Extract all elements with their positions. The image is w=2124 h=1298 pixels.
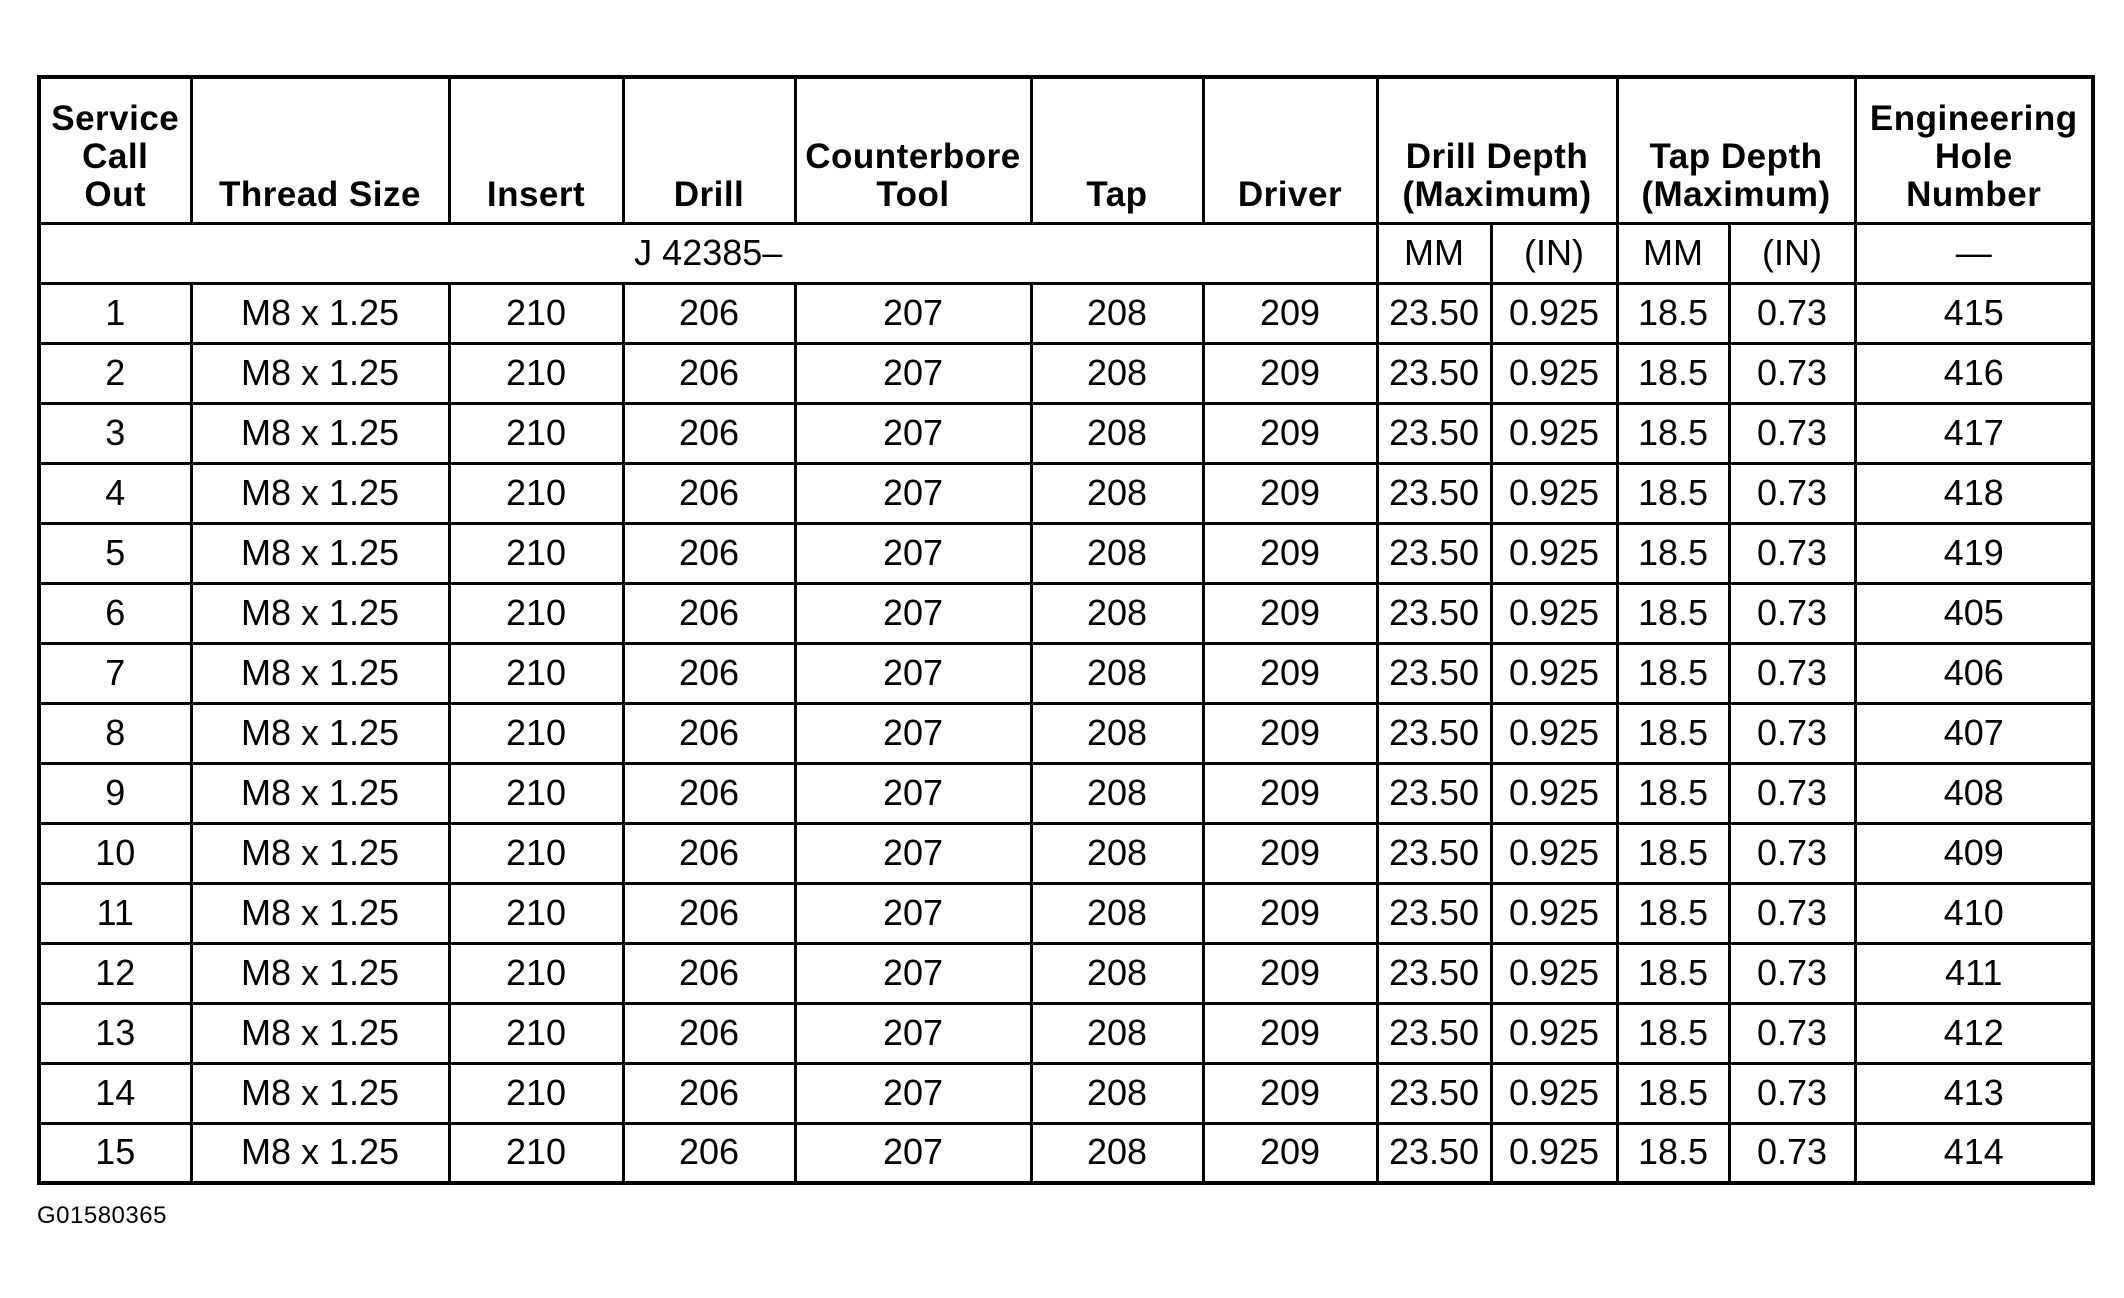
cell-engineering-hole-number: 418 xyxy=(1855,463,2093,523)
cell-insert: 210 xyxy=(449,1123,623,1183)
cell-drill-depth-mm: 23.50 xyxy=(1377,343,1491,403)
cell-insert: 210 xyxy=(449,643,623,703)
table-row xyxy=(39,823,2093,883)
cell-tap-depth-mm: 18.5 xyxy=(1617,763,1729,823)
cell-service-call-out: 13 xyxy=(39,1003,191,1063)
cell-tap: 208 xyxy=(1031,883,1203,943)
cell-drill-depth-in: 0.925 xyxy=(1491,283,1617,343)
cell-tap-depth-in: 0.73 xyxy=(1729,1063,1855,1123)
cell-service-call-out: 14 xyxy=(39,1063,191,1123)
cell-drill-depth-in: 0.925 xyxy=(1491,823,1617,883)
cell-driver: 209 xyxy=(1203,1123,1377,1183)
cell-drill-depth-mm: 23.50 xyxy=(1377,763,1491,823)
cell-driver: 209 xyxy=(1203,823,1377,883)
cell-tap: 208 xyxy=(1031,703,1203,763)
cell-service-call-out: 12 xyxy=(39,943,191,1003)
cell-counterbore-tool: 207 xyxy=(795,283,1031,343)
cell-drill-depth-in: 0.925 xyxy=(1491,883,1617,943)
cell-insert: 210 xyxy=(449,523,623,583)
cell-insert: 210 xyxy=(449,703,623,763)
cell-service-call-out: 15 xyxy=(39,1123,191,1183)
table-row xyxy=(39,403,2093,463)
cell-service-call-out: 6 xyxy=(39,583,191,643)
cell-service-call-out: 1 xyxy=(39,283,191,343)
cell-drill-depth-in: 0.925 xyxy=(1491,463,1617,523)
header-tap: Tap xyxy=(1031,77,1203,223)
cell-drill-depth-in: 0.925 xyxy=(1491,943,1617,1003)
cell-drill-depth-in: 0.925 xyxy=(1491,583,1617,643)
cell-tap: 208 xyxy=(1031,1123,1203,1183)
cell-tap-depth-in: 0.73 xyxy=(1729,1123,1855,1183)
cell-counterbore-tool: 207 xyxy=(795,763,1031,823)
cell-drill: 206 xyxy=(623,523,795,583)
cell-drill: 206 xyxy=(623,283,795,343)
cell-engineering-hole-number: 416 xyxy=(1855,343,2093,403)
cell-driver: 209 xyxy=(1203,1063,1377,1123)
cell-tap-depth-mm: 18.5 xyxy=(1617,403,1729,463)
table-row xyxy=(39,523,2093,583)
header-driver: Driver xyxy=(1203,77,1377,223)
cell-driver: 209 xyxy=(1203,583,1377,643)
cell-tap-depth-in: 0.73 xyxy=(1729,463,1855,523)
header-counterbore-tool: Counterbore Tool xyxy=(795,77,1031,223)
cell-service-call-out: 5 xyxy=(39,523,191,583)
cell-drill-depth-mm: 23.50 xyxy=(1377,643,1491,703)
cell-driver: 209 xyxy=(1203,643,1377,703)
cell-thread-size: M8 x 1.25 xyxy=(191,1063,449,1123)
cell-insert: 210 xyxy=(449,343,623,403)
header-service-call-out: Service Call Out xyxy=(39,77,191,223)
table-row xyxy=(39,703,2093,763)
cell-tap-depth-mm: 18.5 xyxy=(1617,1003,1729,1063)
cell-drill: 206 xyxy=(623,463,795,523)
cell-counterbore-tool: 207 xyxy=(795,1123,1031,1183)
cell-drill-depth-in: 0.925 xyxy=(1491,643,1617,703)
cell-thread-size: M8 x 1.25 xyxy=(191,823,449,883)
cell-service-call-out: 2 xyxy=(39,343,191,403)
cell-engineering-hole-number: 411 xyxy=(1855,943,2093,1003)
cell-tap-depth-mm: 18.5 xyxy=(1617,463,1729,523)
table-row xyxy=(39,343,2093,403)
header-insert: Insert xyxy=(449,77,623,223)
cell-tap-depth-in: 0.73 xyxy=(1729,883,1855,943)
cell-tap-depth-mm: 18.5 xyxy=(1617,943,1729,1003)
cell-service-call-out: 9 xyxy=(39,763,191,823)
cell-driver: 209 xyxy=(1203,403,1377,463)
cell-drill: 206 xyxy=(623,643,795,703)
cell-counterbore-tool: 207 xyxy=(795,583,1031,643)
hole-number-dash: — xyxy=(1855,223,2093,283)
cell-engineering-hole-number: 412 xyxy=(1855,1003,2093,1063)
cell-counterbore-tool: 207 xyxy=(795,703,1031,763)
cell-drill-depth-mm: 23.50 xyxy=(1377,463,1491,523)
cell-tap-depth-in: 0.73 xyxy=(1729,943,1855,1003)
table-body xyxy=(39,283,2093,1183)
cell-tap: 208 xyxy=(1031,1063,1203,1123)
cell-tap: 208 xyxy=(1031,643,1203,703)
cell-engineering-hole-number: 409 xyxy=(1855,823,2093,883)
cell-driver: 209 xyxy=(1203,343,1377,403)
cell-insert: 210 xyxy=(449,883,623,943)
cell-thread-size: M8 x 1.25 xyxy=(191,403,449,463)
cell-service-call-out: 7 xyxy=(39,643,191,703)
cell-drill-depth-mm: 23.50 xyxy=(1377,1123,1491,1183)
cell-tap-depth-mm: 18.5 xyxy=(1617,703,1729,763)
cell-drill: 206 xyxy=(623,583,795,643)
cell-tap: 208 xyxy=(1031,343,1203,403)
cell-drill: 206 xyxy=(623,943,795,1003)
cell-counterbore-tool: 207 xyxy=(795,823,1031,883)
cell-counterbore-tool: 207 xyxy=(795,1003,1031,1063)
cell-insert: 210 xyxy=(449,763,623,823)
cell-tap: 208 xyxy=(1031,1003,1203,1063)
cell-tap: 208 xyxy=(1031,463,1203,523)
thread-repair-spec-table xyxy=(37,75,2095,1185)
cell-drill-depth-mm: 23.50 xyxy=(1377,703,1491,763)
figure-id: G01580365 xyxy=(37,1202,167,1229)
cell-drill-depth-in: 0.925 xyxy=(1491,343,1617,403)
cell-engineering-hole-number: 415 xyxy=(1855,283,2093,343)
cell-tap-depth-mm: 18.5 xyxy=(1617,1123,1729,1183)
cell-tap: 208 xyxy=(1031,943,1203,1003)
cell-drill-depth-mm: 23.50 xyxy=(1377,283,1491,343)
cell-tap-depth-mm: 18.5 xyxy=(1617,823,1729,883)
cell-thread-size: M8 x 1.25 xyxy=(191,1123,449,1183)
cell-counterbore-tool: 207 xyxy=(795,643,1031,703)
cell-insert: 210 xyxy=(449,1063,623,1123)
cell-drill: 206 xyxy=(623,883,795,943)
cell-drill: 206 xyxy=(623,703,795,763)
cell-driver: 209 xyxy=(1203,763,1377,823)
cell-engineering-hole-number: 408 xyxy=(1855,763,2093,823)
unit-subheader-row xyxy=(39,223,2093,283)
cell-engineering-hole-number: 405 xyxy=(1855,583,2093,643)
table-row xyxy=(39,1003,2093,1063)
cell-thread-size: M8 x 1.25 xyxy=(191,883,449,943)
cell-insert: 210 xyxy=(449,583,623,643)
table-row xyxy=(39,583,2093,643)
cell-tap-depth-mm: 18.5 xyxy=(1617,523,1729,583)
cell-counterbore-tool: 207 xyxy=(795,403,1031,463)
cell-tap-depth-in: 0.73 xyxy=(1729,523,1855,583)
cell-drill-depth-mm: 23.50 xyxy=(1377,823,1491,883)
cell-tap-depth-mm: 18.5 xyxy=(1617,343,1729,403)
cell-tap: 208 xyxy=(1031,523,1203,583)
cell-counterbore-tool: 207 xyxy=(795,463,1031,523)
cell-thread-size: M8 x 1.25 xyxy=(191,583,449,643)
cell-tap-depth-mm: 18.5 xyxy=(1617,883,1729,943)
table-row xyxy=(39,943,2093,1003)
cell-insert: 210 xyxy=(449,463,623,523)
cell-thread-size: M8 x 1.25 xyxy=(191,703,449,763)
cell-driver: 209 xyxy=(1203,463,1377,523)
cell-tap: 208 xyxy=(1031,283,1203,343)
cell-tap: 208 xyxy=(1031,763,1203,823)
cell-tap: 208 xyxy=(1031,823,1203,883)
cell-tap-depth-mm: 18.5 xyxy=(1617,1063,1729,1123)
cell-thread-size: M8 x 1.25 xyxy=(191,943,449,1003)
cell-tap-depth-in: 0.73 xyxy=(1729,583,1855,643)
cell-thread-size: M8 x 1.25 xyxy=(191,523,449,583)
cell-driver: 209 xyxy=(1203,883,1377,943)
cell-service-call-out: 11 xyxy=(39,883,191,943)
cell-thread-size: M8 x 1.25 xyxy=(191,643,449,703)
cell-drill-depth-mm: 23.50 xyxy=(1377,1003,1491,1063)
cell-engineering-hole-number: 414 xyxy=(1855,1123,2093,1183)
cell-tap-depth-in: 0.73 xyxy=(1729,763,1855,823)
cell-drill-depth-in: 0.925 xyxy=(1491,1003,1617,1063)
drill-depth-mm-unit: MM xyxy=(1377,223,1491,283)
cell-tap-depth-mm: 18.5 xyxy=(1617,643,1729,703)
table-row xyxy=(39,643,2093,703)
cell-driver: 209 xyxy=(1203,943,1377,1003)
cell-driver: 209 xyxy=(1203,523,1377,583)
cell-insert: 210 xyxy=(449,403,623,463)
cell-counterbore-tool: 207 xyxy=(795,523,1031,583)
cell-counterbore-tool: 207 xyxy=(795,883,1031,943)
cell-tap-depth-mm: 18.5 xyxy=(1617,583,1729,643)
cell-tap-depth-in: 0.73 xyxy=(1729,643,1855,703)
cell-engineering-hole-number: 419 xyxy=(1855,523,2093,583)
cell-drill: 206 xyxy=(623,343,795,403)
cell-drill-depth-mm: 23.50 xyxy=(1377,403,1491,463)
header-drill: Drill xyxy=(623,77,795,223)
cell-service-call-out: 4 xyxy=(39,463,191,523)
cell-drill-depth-in: 0.925 xyxy=(1491,403,1617,463)
cell-counterbore-tool: 207 xyxy=(795,343,1031,403)
cell-tap-depth-in: 0.73 xyxy=(1729,403,1855,463)
cell-engineering-hole-number: 417 xyxy=(1855,403,2093,463)
cell-driver: 209 xyxy=(1203,703,1377,763)
table-row xyxy=(39,883,2093,943)
cell-drill-depth-mm: 23.50 xyxy=(1377,583,1491,643)
cell-insert: 210 xyxy=(449,1003,623,1063)
cell-insert: 210 xyxy=(449,943,623,1003)
cell-drill: 206 xyxy=(623,763,795,823)
cell-engineering-hole-number: 410 xyxy=(1855,883,2093,943)
cell-driver: 209 xyxy=(1203,283,1377,343)
cell-drill: 206 xyxy=(623,403,795,463)
cell-drill: 206 xyxy=(623,1003,795,1063)
cell-counterbore-tool: 207 xyxy=(795,943,1031,1003)
header-engineering-hole-number: Engineering Hole Number xyxy=(1855,77,2093,223)
cell-drill-depth-in: 0.925 xyxy=(1491,763,1617,823)
drill-depth-in-unit: (IN) xyxy=(1491,223,1617,283)
cell-counterbore-tool: 207 xyxy=(795,1063,1031,1123)
cell-drill-depth-in: 0.925 xyxy=(1491,523,1617,583)
cell-tap-depth-in: 0.73 xyxy=(1729,283,1855,343)
cell-drill: 206 xyxy=(623,1063,795,1123)
cell-engineering-hole-number: 406 xyxy=(1855,643,2093,703)
cell-drill-depth-mm: 23.50 xyxy=(1377,523,1491,583)
cell-drill-depth-in: 0.925 xyxy=(1491,1063,1617,1123)
cell-thread-size: M8 x 1.25 xyxy=(191,763,449,823)
cell-insert: 210 xyxy=(449,823,623,883)
cell-drill: 206 xyxy=(623,1123,795,1183)
table-row xyxy=(39,1063,2093,1123)
header-drill-depth: Drill Depth (Maximum) xyxy=(1377,77,1617,223)
cell-service-call-out: 10 xyxy=(39,823,191,883)
cell-tap-depth-in: 0.73 xyxy=(1729,343,1855,403)
column-header-row xyxy=(39,77,2093,223)
table-row xyxy=(39,283,2093,343)
cell-drill-depth-mm: 23.50 xyxy=(1377,883,1491,943)
cell-service-call-out: 3 xyxy=(39,403,191,463)
cell-service-call-out: 8 xyxy=(39,703,191,763)
cell-driver: 209 xyxy=(1203,1003,1377,1063)
cell-tap-depth-mm: 18.5 xyxy=(1617,283,1729,343)
table-row xyxy=(39,463,2093,523)
cell-drill-depth-in: 0.925 xyxy=(1491,703,1617,763)
cell-thread-size: M8 x 1.25 xyxy=(191,463,449,523)
cell-thread-size: M8 x 1.25 xyxy=(191,1003,449,1063)
cell-tap: 208 xyxy=(1031,403,1203,463)
table-row xyxy=(39,763,2093,823)
cell-tap-depth-in: 0.73 xyxy=(1729,1003,1855,1063)
cell-drill-depth-in: 0.925 xyxy=(1491,1123,1617,1183)
table-row xyxy=(39,1123,2093,1183)
cell-drill-depth-mm: 23.50 xyxy=(1377,1063,1491,1123)
cell-engineering-hole-number: 407 xyxy=(1855,703,2093,763)
tap-depth-mm-unit: MM xyxy=(1617,223,1729,283)
cell-drill-depth-mm: 23.50 xyxy=(1377,943,1491,1003)
cell-drill: 206 xyxy=(623,823,795,883)
cell-engineering-hole-number: 413 xyxy=(1855,1063,2093,1123)
header-tap-depth: Tap Depth (Maximum) xyxy=(1617,77,1855,223)
cell-tap-depth-in: 0.73 xyxy=(1729,823,1855,883)
cell-insert: 210 xyxy=(449,283,623,343)
cell-tap: 208 xyxy=(1031,583,1203,643)
tap-depth-in-unit: (IN) xyxy=(1729,223,1855,283)
header-thread-size: Thread Size xyxy=(191,77,449,223)
tool-number-prefix: J 42385– xyxy=(39,223,1377,283)
cell-thread-size: M8 x 1.25 xyxy=(191,343,449,403)
cell-thread-size: M8 x 1.25 xyxy=(191,283,449,343)
cell-tap-depth-in: 0.73 xyxy=(1729,703,1855,763)
